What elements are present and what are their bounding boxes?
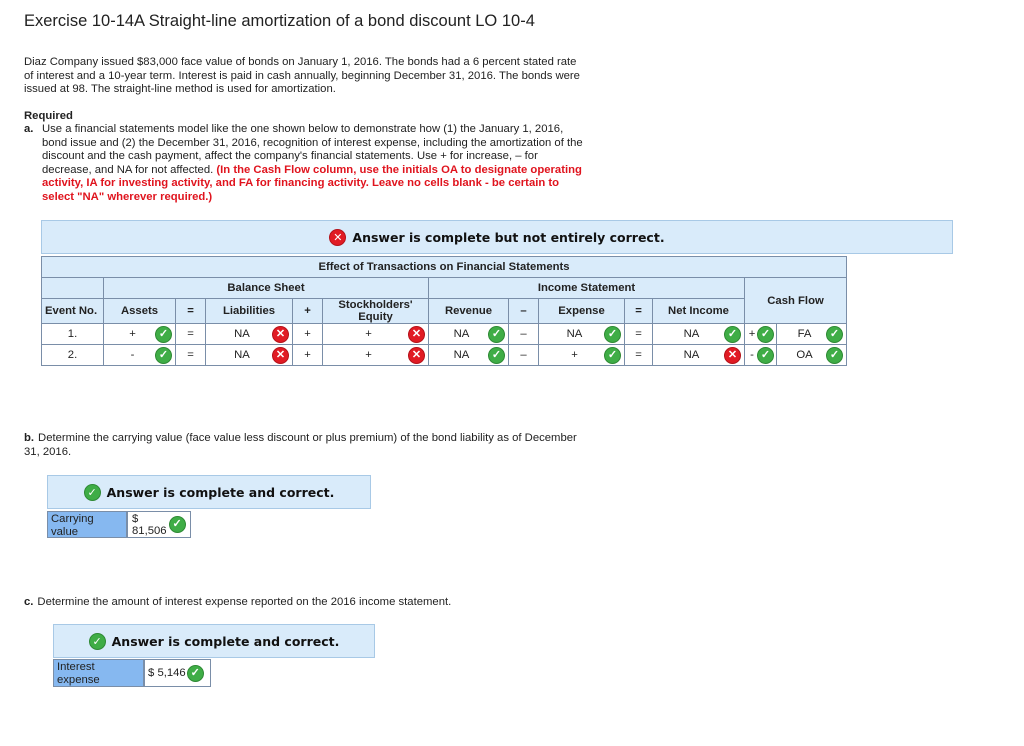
requirement-a-letter: a. [24, 123, 34, 135]
requirement-a-instructions: (In the Cash Flow column, use the initials OA to designate operating activity, IA for investing activity, and FA for financing activity. Leave no cells blank - be certain to select "NA" wherever required.) [42, 163, 582, 203]
carrying-value-label: Carrying value [47, 511, 127, 538]
revenue-cell[interactable]: NA ✓ [429, 345, 509, 366]
x-circle-icon: ✕ [724, 347, 741, 364]
banner-a-text: Answer is complete but not entirely correct. [352, 229, 665, 245]
interest-expense-field[interactable] [144, 659, 211, 687]
currency-symbol: $ [148, 667, 155, 679]
check-circle-icon: ✓ [826, 347, 843, 364]
event-number: 2. [42, 345, 104, 366]
event-no-header: Event No. [42, 299, 104, 324]
cash-flow-activity-cell[interactable]: FA ✓ [777, 324, 847, 345]
check-circle-icon: ✓ [604, 347, 621, 364]
liabilities-cell[interactable]: NA ✕ [206, 345, 293, 366]
page-title: Exercise 10-14A Straight-line amortization of a bond discount LO 10-4 [24, 12, 535, 30]
check-circle-icon: ✓ [826, 326, 843, 343]
x-circle-icon: ✕ [408, 347, 425, 364]
check-circle-icon: ✓ [488, 347, 505, 364]
operator-cell: = [176, 345, 206, 366]
cash-flow-sign-cell[interactable]: + ✓ [745, 324, 777, 345]
cash-flow-sign-cell[interactable]: - ✓ [745, 345, 777, 366]
equals-sign: = [176, 299, 206, 324]
x-circle-icon: ✕ [329, 229, 346, 246]
operator-cell: + [293, 324, 323, 345]
expense-cell[interactable]: NA ✓ [539, 324, 625, 345]
table-row [42, 345, 847, 366]
banner-b-text: Answer is complete and correct. [106, 484, 335, 500]
assets-header: Assets [104, 299, 176, 324]
part-c-question [24, 596, 624, 610]
check-circle-icon: ✓ [187, 665, 204, 682]
revenue-header: Revenue [429, 299, 509, 324]
currency-symbol: $ [132, 512, 139, 525]
answer-status-banner-b [47, 475, 371, 509]
carrying-value-amount: 81,506 [132, 524, 167, 537]
banner-c-text: Answer is complete and correct. [111, 633, 340, 649]
part-b-question [24, 432, 584, 459]
check-circle-icon: ✓ [488, 326, 505, 343]
check-circle-icon: ✓ [757, 326, 774, 343]
carrying-value-field[interactable] [127, 511, 191, 538]
check-circle-icon: ✓ [604, 326, 621, 343]
operator-cell: – [509, 345, 539, 366]
check-circle-icon: ✓ [84, 484, 101, 501]
expense-header: Expense [539, 299, 625, 324]
event-number: 1. [42, 324, 104, 345]
check-circle-icon: ✓ [89, 633, 106, 650]
stockholders-equity-header: Stockholders' Equity [323, 299, 429, 324]
answer-status-banner-c [53, 624, 375, 658]
equity-cell[interactable]: + ✕ [323, 345, 429, 366]
interest-expense-amount: 5,146 [157, 667, 186, 679]
required-heading: Required [24, 110, 73, 122]
assets-cell[interactable]: - ✓ [104, 345, 176, 366]
financial-statements-table [41, 256, 847, 366]
check-circle-icon: ✓ [757, 347, 774, 364]
operator-cell: = [176, 324, 206, 345]
check-circle-icon: ✓ [155, 347, 172, 364]
cash-flow-header: Cash Flow [745, 278, 847, 324]
check-circle-icon: ✓ [155, 326, 172, 343]
liabilities-cell[interactable]: NA ✕ [206, 324, 293, 345]
requirement-a-text: Use a financial statements model like the one shown below to demonstrate how (1) the January 1, 2016, bond issue and (2) the December 31, 2016, recognition of interest expense, including the amortization of the discount and the cash payment, affect the company's financial statements. Use + for increase, – for decrease, and NA for not affected. [42, 123, 583, 176]
problem-statement: Diaz Company issued $83,000 face value of bonds on January 1, 2016. The bonds had a 6 percent stated rate of interest and a 10-year term. Interest is paid in cash annually, beginning December 31, 2016. The bonds were issued at 98. The straight-line method is used for amortization. [24, 56, 580, 95]
revenue-cell[interactable]: NA ✓ [429, 324, 509, 345]
x-circle-icon: ✕ [272, 326, 289, 343]
minus-sign: – [509, 299, 539, 324]
check-circle-icon: ✓ [724, 326, 741, 343]
x-circle-icon: ✕ [408, 326, 425, 343]
part-c-text: Determine the amount of interest expense reported on the 2016 income statement. [37, 596, 452, 608]
net-income-header: Net Income [653, 299, 745, 324]
table-row [42, 324, 847, 345]
expense-cell[interactable]: + ✓ [539, 345, 625, 366]
equals-sign: = [625, 299, 653, 324]
requirement-a [24, 123, 584, 204]
part-b-text: Determine the carrying value (face value less discount or plus premium) of the bond liability as of December 31, 2016. [24, 432, 577, 458]
x-circle-icon: ✕ [272, 347, 289, 364]
part-b-letter: b. [24, 432, 35, 444]
check-circle-icon: ✓ [169, 516, 186, 533]
liabilities-header: Liabilities [206, 299, 293, 324]
operator-cell: = [625, 345, 653, 366]
income-statement-header: Income Statement [429, 278, 745, 299]
answer-status-banner-a [41, 220, 953, 254]
assets-cell[interactable]: + ✓ [104, 324, 176, 345]
plus-sign: + [293, 299, 323, 324]
net-income-cell[interactable]: NA ✕ [653, 345, 745, 366]
operator-cell: + [293, 345, 323, 366]
balance-sheet-header: Balance Sheet [104, 278, 429, 299]
table-caption: Effect of Transactions on Financial Statements [42, 257, 847, 278]
interest-expense-label: Interest expense [53, 659, 144, 687]
operator-cell: – [509, 324, 539, 345]
net-income-cell[interactable]: NA ✓ [653, 324, 745, 345]
part-c-letter: c. [24, 596, 34, 608]
cash-flow-activity-cell[interactable]: OA ✓ [777, 345, 847, 366]
operator-cell: = [625, 324, 653, 345]
equity-cell[interactable]: + ✕ [323, 324, 429, 345]
